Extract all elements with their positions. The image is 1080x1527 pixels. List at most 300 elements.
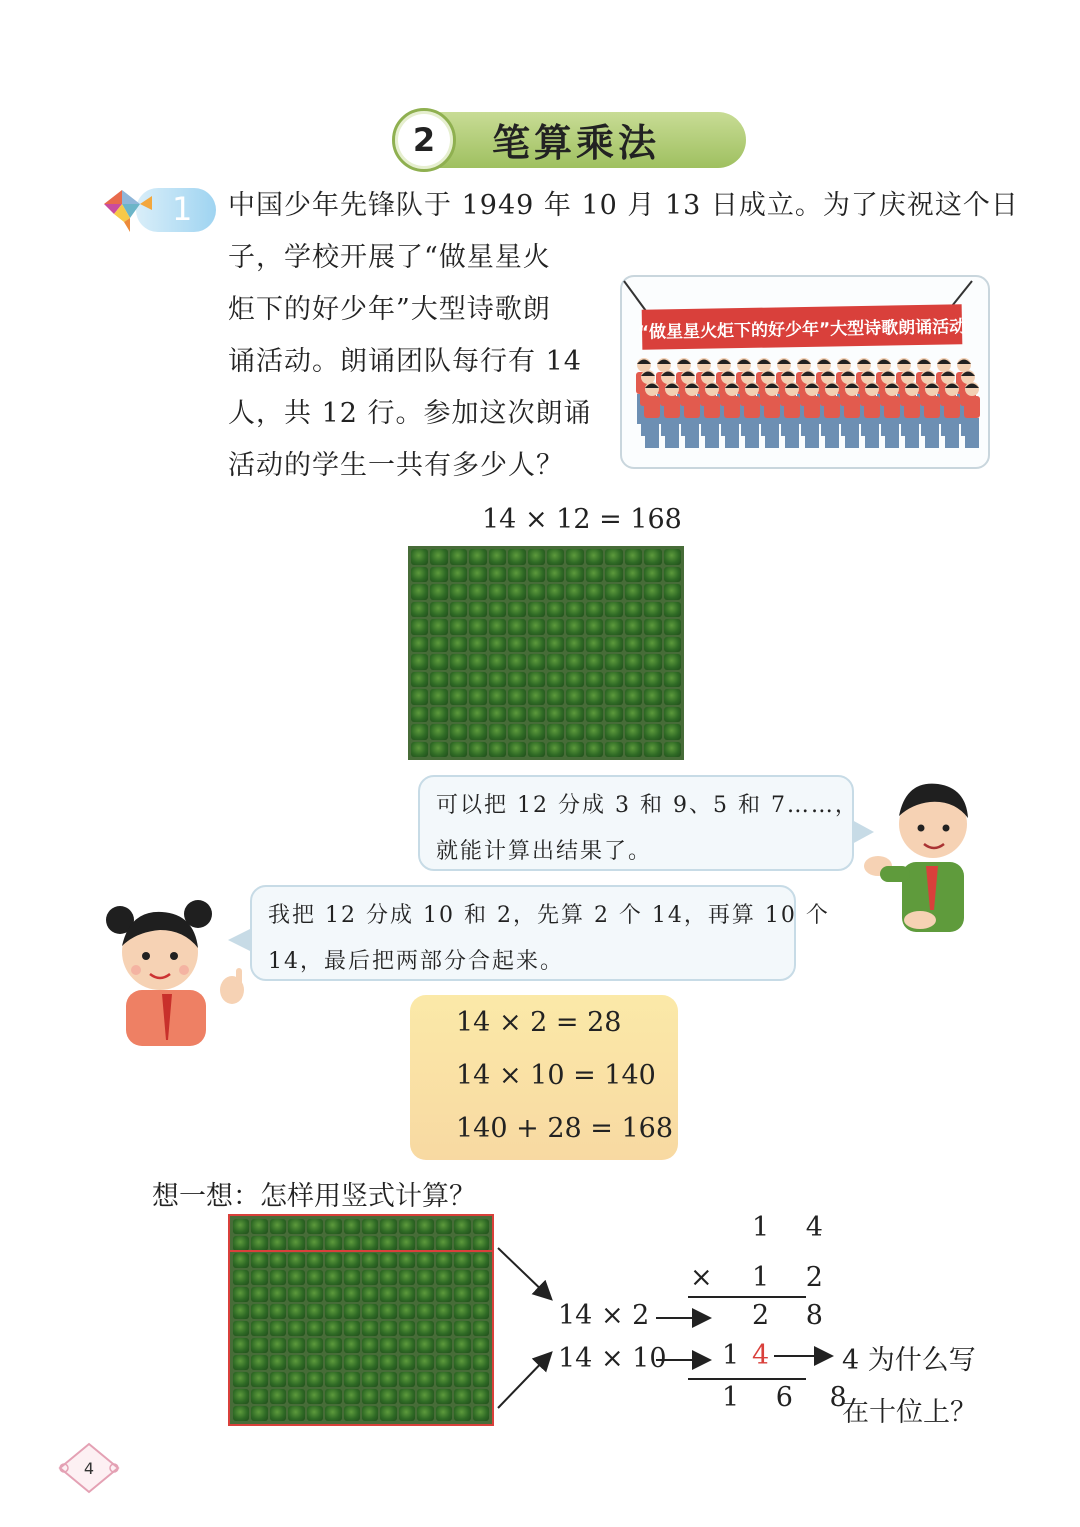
grid-dot <box>489 637 506 653</box>
student-figure <box>744 382 760 448</box>
grid-dot <box>430 619 447 635</box>
grid-dot <box>288 1236 304 1251</box>
student-figure <box>944 382 960 448</box>
grid-dot <box>489 549 506 565</box>
grid-dot <box>344 1304 360 1319</box>
grid-dot <box>547 567 564 583</box>
problem-line-4: 诵活动。朗诵团队每行有 14 <box>228 346 582 377</box>
grid-dot <box>469 689 486 705</box>
grid-dot <box>251 1270 267 1285</box>
grid-dot <box>325 1287 341 1302</box>
grid-dot <box>399 1287 415 1302</box>
section-title: 笔算乘法 <box>492 121 661 165</box>
grid-dot <box>508 637 525 653</box>
grid-dot <box>362 1389 378 1404</box>
grid-dot <box>307 1236 323 1251</box>
grid-dot <box>399 1304 415 1319</box>
grid-dot <box>566 637 583 653</box>
grid-dot <box>436 1372 452 1387</box>
grid-dot <box>528 672 545 688</box>
grid-dot <box>233 1270 249 1285</box>
grid-dot <box>547 619 564 635</box>
girl-speech-bubble <box>250 885 830 981</box>
grid-dot <box>362 1219 378 1234</box>
banner-text: “做星星火炬下的好少年”大型诗歌朗诵活动 <box>642 304 963 350</box>
grid-dot <box>362 1338 378 1353</box>
boy-speech-line-1: 可以把 12 分成 3 和 9、5 和 7……， <box>436 793 859 818</box>
grid-dot <box>380 1389 396 1404</box>
grid-dot <box>380 1219 396 1234</box>
grid-dot <box>270 1236 286 1251</box>
grid-dot <box>454 1304 470 1319</box>
grid-dot <box>644 724 661 740</box>
page-number-badge <box>58 1442 120 1494</box>
grid-dot <box>325 1321 341 1336</box>
grid-dot <box>436 1321 452 1336</box>
grid-dot <box>270 1321 286 1336</box>
grid-dot <box>251 1304 267 1319</box>
grid-dot <box>362 1253 378 1268</box>
grid-dot <box>625 724 642 740</box>
grid-dot <box>288 1219 304 1234</box>
grid-dot <box>664 584 681 600</box>
dot-grid-14x12 <box>408 546 684 760</box>
partial-product-1: 2 8 <box>752 1300 837 1331</box>
grid-dot <box>566 724 583 740</box>
grid-dot <box>288 1270 304 1285</box>
grid-dot <box>528 619 545 635</box>
grid-dot <box>473 1304 489 1319</box>
grid-dot <box>450 742 467 758</box>
grid-dot <box>251 1236 267 1251</box>
problem-line-1: 中国少年先锋队于 1949 年 10 月 13 日成立。为了庆祝这个日 <box>228 190 1019 221</box>
grid-dot <box>605 742 622 758</box>
partial-product-2-digit: 1 <box>722 1340 740 1371</box>
grid-dot <box>489 567 506 583</box>
grid-dot <box>566 567 583 583</box>
grid-dot <box>380 1287 396 1302</box>
grid-dot <box>307 1270 323 1285</box>
grid-dot <box>233 1219 249 1234</box>
grid-dot <box>362 1355 378 1370</box>
example-marker <box>100 186 216 234</box>
grid-dot <box>270 1372 286 1387</box>
grid-dot <box>344 1389 360 1404</box>
grid-dot <box>454 1372 470 1387</box>
grid-dot <box>625 637 642 653</box>
grid-dot <box>325 1338 341 1353</box>
problem-line-6: 活动的学生一共有多少人？ <box>228 450 564 481</box>
grid-dot <box>454 1219 470 1234</box>
calc-line-2: 14 × 10 = 140 <box>456 1060 656 1091</box>
grid-dot <box>625 602 642 618</box>
grid-dot <box>430 602 447 618</box>
grid-dot <box>664 707 681 723</box>
grid-dot <box>436 1219 452 1234</box>
grid-dot <box>270 1219 286 1234</box>
grid-dot <box>362 1321 378 1336</box>
grid-dot <box>469 707 486 723</box>
grid-dot <box>417 1287 433 1302</box>
grid-dot <box>307 1389 323 1404</box>
grid-dot <box>605 637 622 653</box>
grid-dot <box>644 619 661 635</box>
grid-dot <box>430 689 447 705</box>
grid-dot <box>566 549 583 565</box>
grid-split-line <box>230 1250 492 1252</box>
grid-dot <box>362 1287 378 1302</box>
grid-dot <box>380 1406 396 1421</box>
grid-dot <box>325 1236 341 1251</box>
grid-dot <box>454 1389 470 1404</box>
grid-dot <box>547 584 564 600</box>
grid-dot <box>473 1338 489 1353</box>
grid-dot <box>233 1406 249 1421</box>
grid-dot <box>473 1270 489 1285</box>
problem-line-3: 炬下的好少年”大型诗歌朗 <box>228 294 551 325</box>
student-figure <box>824 382 840 448</box>
question-line-1: 4 为什么写 <box>842 1345 976 1376</box>
grid-dot <box>411 637 428 653</box>
student-figure <box>704 382 720 448</box>
grid-dot <box>288 1321 304 1336</box>
grid-dot <box>605 654 622 670</box>
grid-dot <box>454 1338 470 1353</box>
page-number: 4 <box>83 1458 95 1478</box>
grid-dot <box>307 1355 323 1370</box>
grid-dot <box>566 742 583 758</box>
grid-dot <box>325 1304 341 1319</box>
grid-dot <box>233 1338 249 1353</box>
grid-dot <box>605 602 622 618</box>
student-figure <box>664 382 680 448</box>
grid-dot <box>270 1338 286 1353</box>
grid-dot <box>288 1304 304 1319</box>
grid-dot <box>380 1270 396 1285</box>
grid-dot <box>399 1253 415 1268</box>
arrow-icon <box>498 1354 550 1408</box>
grid-dot <box>473 1253 489 1268</box>
grid-dot <box>417 1253 433 1268</box>
grid-dot <box>508 672 525 688</box>
multiplicand: 1 4 <box>752 1212 837 1243</box>
grid-dot <box>411 549 428 565</box>
grid-dot <box>454 1270 470 1285</box>
grid-dot <box>454 1287 470 1302</box>
grid-dot <box>251 1389 267 1404</box>
grid-dot <box>399 1355 415 1370</box>
grid-dot <box>664 602 681 618</box>
think-prompt: 想一想：怎样用竖式计算？ <box>152 1181 476 1212</box>
grid-dot <box>325 1270 341 1285</box>
grid-dot <box>233 1287 249 1302</box>
grid-dot <box>411 707 428 723</box>
boy-speech-bubble <box>418 775 859 871</box>
grid-dot <box>417 1355 433 1370</box>
grid-dot <box>644 707 661 723</box>
grid-dot <box>411 619 428 635</box>
arrow-icon <box>498 1248 550 1298</box>
grid-dot <box>344 1338 360 1353</box>
grid-dot <box>605 549 622 565</box>
grid-dot <box>547 602 564 618</box>
grid-dot <box>528 654 545 670</box>
grid-dot <box>547 672 564 688</box>
grid-dot <box>417 1270 433 1285</box>
grid-dot <box>528 549 545 565</box>
grid-dot <box>251 1338 267 1353</box>
grid-dot <box>344 1236 360 1251</box>
grid-dot <box>251 1355 267 1370</box>
grid-dot <box>362 1270 378 1285</box>
grid-dot <box>528 567 545 583</box>
grid-dot <box>307 1321 323 1336</box>
grid-dot <box>454 1321 470 1336</box>
grid-dot <box>344 1287 360 1302</box>
grid-dot <box>644 689 661 705</box>
grid-dot <box>547 724 564 740</box>
grid-dot <box>362 1406 378 1421</box>
grid-dot <box>380 1338 396 1353</box>
grid-dot <box>411 584 428 600</box>
grid-dot <box>399 1372 415 1387</box>
grid-dot <box>586 672 603 688</box>
grid-dot <box>469 567 486 583</box>
rule-line-2 <box>688 1378 806 1380</box>
grid-dot <box>508 707 525 723</box>
grid-dot <box>566 689 583 705</box>
grid-dot <box>411 602 428 618</box>
grid-dot <box>586 654 603 670</box>
grid-dot <box>547 742 564 758</box>
grid-dot <box>430 567 447 583</box>
grid-dot <box>436 1389 452 1404</box>
grid-dot <box>380 1355 396 1370</box>
grid-dot <box>288 1338 304 1353</box>
grid-dot <box>547 654 564 670</box>
grid-dot <box>399 1389 415 1404</box>
grid-dot <box>430 549 447 565</box>
grid-dot <box>625 689 642 705</box>
grid-dot <box>547 689 564 705</box>
grid-dot <box>430 724 447 740</box>
grid-dot <box>251 1372 267 1387</box>
grid-dot <box>586 707 603 723</box>
grid-dot <box>430 707 447 723</box>
section-number: 2 <box>392 108 456 172</box>
grid-dot <box>454 1236 470 1251</box>
grid-dot <box>436 1270 452 1285</box>
grid-dot <box>644 637 661 653</box>
grid-dot <box>508 654 525 670</box>
grid-dot <box>411 672 428 688</box>
grid-dot <box>528 602 545 618</box>
calc-line-1: 14 × 2 = 28 <box>456 1007 622 1038</box>
student-figure <box>644 382 660 448</box>
result: 1 6 8 <box>722 1382 861 1413</box>
grid-dot <box>307 1338 323 1353</box>
grid-dot <box>450 672 467 688</box>
grid-dot <box>469 742 486 758</box>
grid-dot <box>288 1287 304 1302</box>
grid-dot <box>362 1304 378 1319</box>
grid-dot <box>508 724 525 740</box>
problem-line-2: 子，学校开展了“做星星火 <box>228 242 551 273</box>
grid-dot <box>450 602 467 618</box>
grid-dot <box>417 1219 433 1234</box>
rule-line-1 <box>688 1296 806 1298</box>
grid-dot <box>528 724 545 740</box>
grid-dot <box>399 1219 415 1234</box>
grid-dot <box>251 1321 267 1336</box>
grid-dot <box>344 1219 360 1234</box>
grid-dot <box>251 1219 267 1234</box>
grid-dot <box>450 689 467 705</box>
grid-dot <box>307 1253 323 1268</box>
grid-dot <box>251 1253 267 1268</box>
grid-dot <box>399 1270 415 1285</box>
girl-speech-line-2: 14，最后把两部分合起来。 <box>268 949 564 974</box>
grid-dot <box>605 707 622 723</box>
grid-dot <box>469 619 486 635</box>
grid-dot <box>664 654 681 670</box>
grid-dot <box>380 1321 396 1336</box>
grid-dot <box>450 654 467 670</box>
grid-dot <box>436 1355 452 1370</box>
grid-dot <box>605 724 622 740</box>
student-figure <box>864 382 880 448</box>
grid-dot <box>270 1355 286 1370</box>
grid-dot <box>644 584 661 600</box>
grid-dot <box>417 1372 433 1387</box>
grid-dot <box>625 584 642 600</box>
students-crowd <box>622 351 988 461</box>
grid-dot <box>625 549 642 565</box>
grid-dot <box>454 1253 470 1268</box>
grid-dot <box>450 549 467 565</box>
grid-dot <box>325 1219 341 1234</box>
grid-dot <box>450 637 467 653</box>
grid-dot <box>586 742 603 758</box>
grid-dot <box>344 1253 360 1268</box>
main-equation: 14 × 12 = 168 <box>482 504 682 535</box>
grid-dot <box>605 584 622 600</box>
grid-dot <box>664 672 681 688</box>
section-header <box>392 108 746 170</box>
grid-dot <box>489 672 506 688</box>
grid-dot <box>270 1304 286 1319</box>
grid-dot <box>450 567 467 583</box>
grid-dot <box>625 567 642 583</box>
grid-dot <box>344 1372 360 1387</box>
dot-grid-split <box>230 1216 492 1424</box>
question-line-2: 在十位上？ <box>842 1397 977 1428</box>
grid-dot <box>233 1236 249 1251</box>
grid-dot <box>288 1355 304 1370</box>
grid-dot <box>508 742 525 758</box>
grid-dot <box>625 654 642 670</box>
grid-dot <box>344 1321 360 1336</box>
grid-dot <box>325 1253 341 1268</box>
grid-dot <box>664 689 681 705</box>
grid-dot <box>251 1287 267 1302</box>
grid-dot <box>251 1406 267 1421</box>
grid-dot <box>566 602 583 618</box>
grid-dot <box>586 724 603 740</box>
grid-dot <box>307 1219 323 1234</box>
grid-dot <box>664 637 681 653</box>
student-figure <box>784 382 800 448</box>
grid-dot <box>566 584 583 600</box>
grid-dot <box>473 1287 489 1302</box>
grid-dot <box>436 1406 452 1421</box>
grid-dot <box>288 1389 304 1404</box>
grid-dot <box>436 1304 452 1319</box>
grid-dot <box>547 549 564 565</box>
grid-dot <box>644 672 661 688</box>
grid-dot <box>399 1321 415 1336</box>
grid-dot <box>508 567 525 583</box>
grid-dot <box>430 672 447 688</box>
grid-dot <box>233 1389 249 1404</box>
grid-dot <box>547 707 564 723</box>
grid-dot <box>270 1406 286 1421</box>
grid-dot <box>450 707 467 723</box>
grid-dot <box>586 584 603 600</box>
label-14x2: 14 × 2 <box>558 1300 650 1331</box>
grid-dot <box>547 637 564 653</box>
grid-dot <box>233 1355 249 1370</box>
grid-dot <box>417 1406 433 1421</box>
grid-dot <box>489 584 506 600</box>
multiplier: 1 2 <box>752 1262 837 1293</box>
student-figure <box>844 382 860 448</box>
grid-dot <box>436 1236 452 1251</box>
grid-dot <box>586 637 603 653</box>
times-sign: × <box>690 1262 713 1293</box>
calc-box <box>410 995 678 1160</box>
grid-dot <box>473 1321 489 1336</box>
grid-dot <box>489 619 506 635</box>
grid-dot <box>473 1372 489 1387</box>
grid-dot <box>489 707 506 723</box>
grid-dot <box>566 654 583 670</box>
grid-dot <box>644 742 661 758</box>
grid-dot <box>586 619 603 635</box>
grid-dot <box>489 742 506 758</box>
grid-dot <box>307 1304 323 1319</box>
grid-dot <box>664 724 681 740</box>
grid-dot <box>508 689 525 705</box>
grid-dot <box>362 1372 378 1387</box>
grid-dot <box>288 1372 304 1387</box>
grid-dot <box>417 1304 433 1319</box>
grid-dot <box>489 602 506 618</box>
grid-dot <box>625 742 642 758</box>
calc-line-3: 140 + 28 = 168 <box>456 1113 674 1144</box>
grid-dot <box>586 689 603 705</box>
grid-dot <box>344 1270 360 1285</box>
grid-dot <box>625 619 642 635</box>
grid-dot <box>325 1372 341 1387</box>
grid-dot <box>508 619 525 635</box>
grid-dot <box>325 1355 341 1370</box>
grid-dot <box>489 689 506 705</box>
grid-dot <box>233 1304 249 1319</box>
grid-dot <box>625 707 642 723</box>
grid-dot <box>430 637 447 653</box>
grid-dot <box>469 637 486 653</box>
